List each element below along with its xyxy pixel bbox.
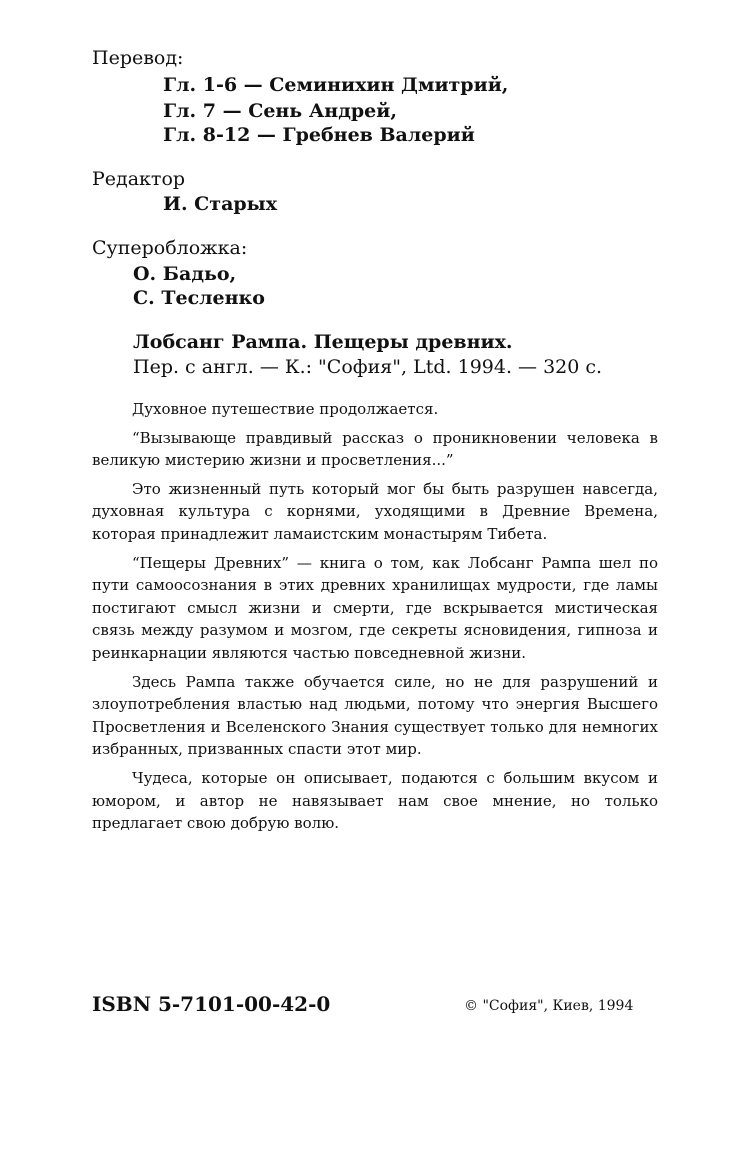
bibliography-title: Лобсанг Рампа. Пещеры древних. bbox=[133, 331, 513, 353]
translation-credit-3: Гл. 8-12 — Гребнев Валерий bbox=[163, 124, 475, 146]
bibliography-imprint: Пер. с англ. — К.: "София", Ltd. 1994. — 320 с. bbox=[133, 356, 603, 378]
editor-label: Редактор bbox=[92, 168, 186, 190]
annotation-paragraph-3: Это жизненный путь который мог бы быть разрушен навсегда, духовная культура с корнями, уходящими в Древние Времена, которая принадлежит ламаистским монастырям Тибета. bbox=[92, 479, 658, 543]
cover-label: Суперобложка: bbox=[92, 237, 248, 259]
copyright-notice: © "София", Киев, 1994 bbox=[464, 998, 634, 1014]
cover-name-1: О. Бадьо, bbox=[133, 263, 237, 285]
isbn-number: ISBN 5-7101-00-42-0 bbox=[92, 992, 331, 1016]
annotation-paragraph-1: Духовное путешествие продолжается. bbox=[132, 400, 439, 418]
editor-name: И. Старых bbox=[163, 193, 278, 215]
translation-label: Перевод: bbox=[92, 47, 184, 69]
translation-credit-1: Гл. 1-6 — Семинихин Дмитрий, bbox=[163, 74, 509, 96]
translation-credit-2: Гл. 7 — Сень Андрей, bbox=[163, 100, 397, 122]
cover-name-2: С. Тесленко bbox=[133, 287, 265, 309]
annotation-paragraph-4: “Пещеры Древних” — книга о том, как Лобсанг Рампа шел по пути самоосознания в этих древних хранилищах мудрости, где ламы постигают смысл жизни и смерти, где вскрывается мистическая связь между разумом и мозгом, где секреты ясновидения, гипноза и реинкарнации являются частью повседневной жизни. bbox=[92, 553, 658, 662]
annotation-paragraph-6: Чудеса, которые он описывает, подаются с большим вкусом и юмором, и автор не навязывает нам свое мнение, но только предлагает свою добрую волю. bbox=[92, 768, 658, 833]
annotation-paragraph-5: Здесь Рампа также обучается силе, но не для разрушений и злоупотребления властью над людьми, потому что энергия Высшего Просветления и Вселенского Знания существует только для немногих избранных, призванных спасти этот мир. bbox=[92, 672, 658, 759]
annotation-paragraph-2: “Вызывающе правдивый рассказ о проникновении человека в великую мистерию жизни и просветления...” bbox=[92, 428, 658, 470]
annotation-text bbox=[92, 398, 658, 841]
